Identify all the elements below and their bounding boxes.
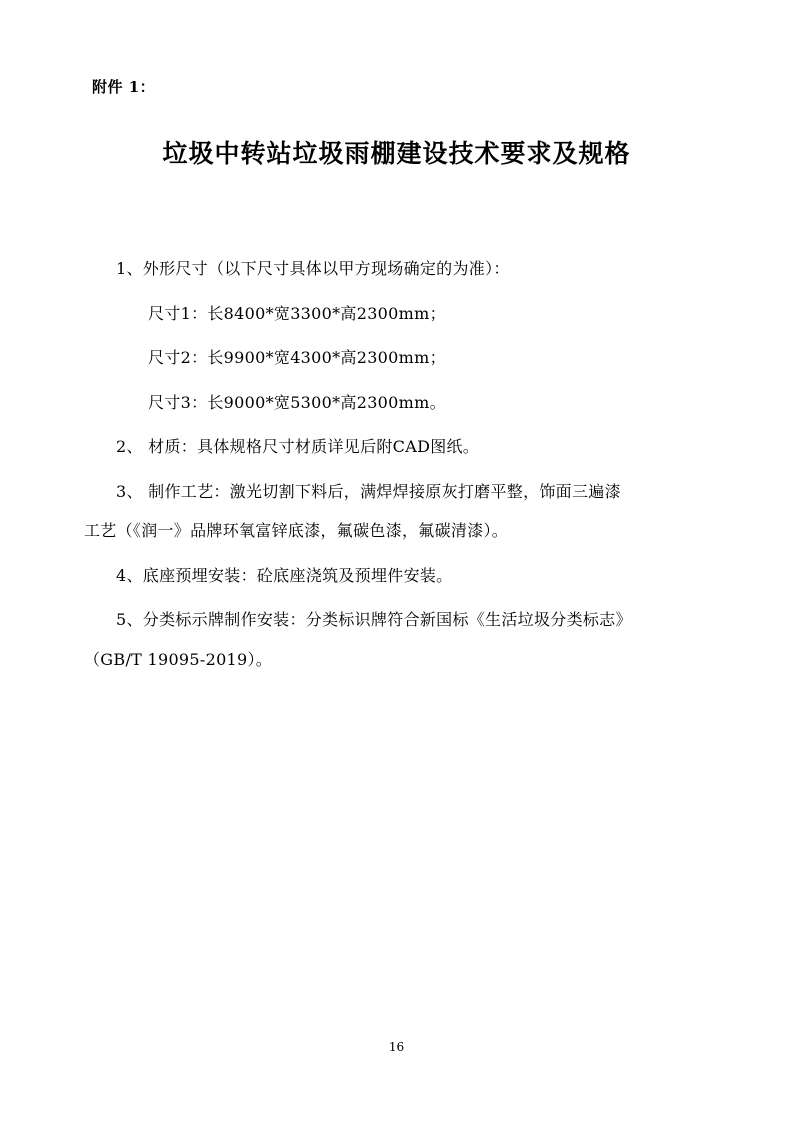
- size-line-3: 尺寸3：长9000*宽5300*高2300mm。: [148, 393, 446, 412]
- document-title: 垃圾中转站垃圾雨棚建设技术要求及规格: [162, 139, 631, 168]
- size-line-2: 尺寸2：长9900*宽4300*高2300mm；: [148, 348, 446, 367]
- requirement-line-4: 4、底座预埋安装：砼底座浇筑及预埋件安装。: [116, 566, 453, 585]
- requirement-line-5-continued: （GB/T 19095-2019）。: [84, 650, 273, 669]
- requirement-line-2: 2、 材质：具体规格尺寸材质详见后附CAD图纸。: [116, 437, 480, 456]
- requirement-line-3: 3、 制作工艺：激光切割下料后，满焊焊接原灰打磨平整，饰面三遍漆: [116, 482, 621, 501]
- requirement-line-3-continued: 工艺（《润一》品牌环氧富锌底漆，氟碳色漆，氟碳清漆）。: [84, 521, 509, 540]
- size-line-1: 尺寸1：长8400*宽3300*高2300mm；: [148, 304, 446, 323]
- requirement-line-5: 5、分类标示牌制作安装：分类标识牌符合新国标《生活垃圾分类标志》: [116, 610, 632, 629]
- page-number: 16: [388, 1040, 405, 1054]
- attachment-label: 附件 1：: [92, 78, 156, 96]
- requirement-line-1: 1、外形尺寸（以下尺寸具体以甲方现场确定的为准）：: [116, 259, 510, 278]
